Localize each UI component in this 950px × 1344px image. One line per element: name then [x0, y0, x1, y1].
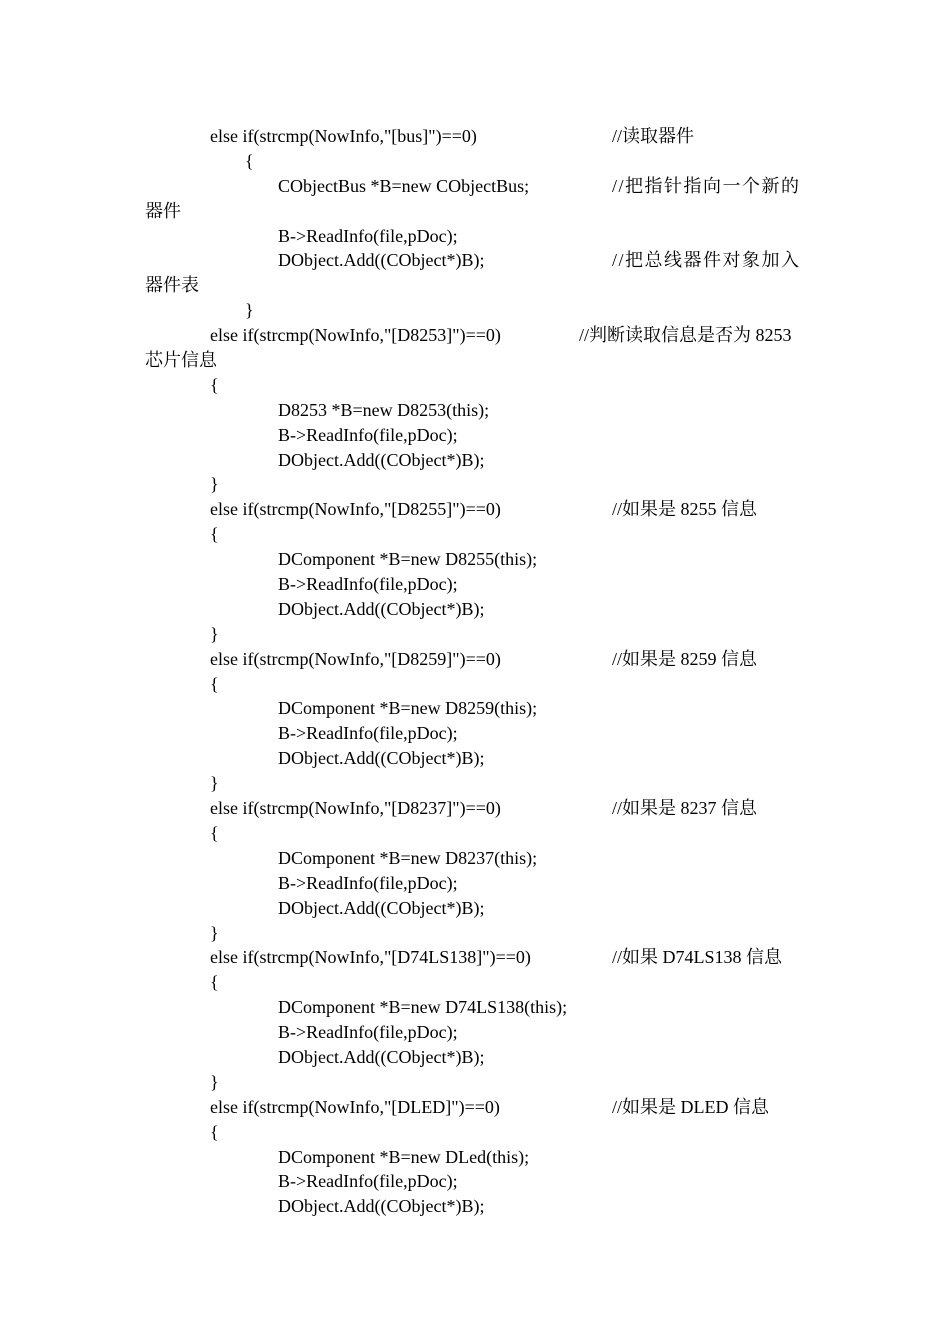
code-line — [0, 1095, 950, 1120]
code-text: DObject.Add((CObject*)B); — [278, 1046, 485, 1067]
code-text: { — [210, 673, 219, 694]
code-text: DComponent *B=new D74LS138(this); — [278, 997, 568, 1018]
code-line — [0, 423, 950, 448]
code-text: B->ReadInfo(file,pDoc); — [278, 872, 458, 893]
code-line — [0, 174, 950, 199]
code-text: else if(strcmp(NowInfo,"[bus]")==0) — [210, 126, 477, 146]
code-text: else if(strcmp(NowInfo,"[D8259]")==0) — [210, 648, 501, 669]
code-text: DComponent *B=new D8259(this); — [278, 698, 538, 719]
code-text: { — [210, 524, 219, 545]
code-line — [0, 970, 950, 995]
code-text: DObject.Add((CObject*)B); — [278, 748, 485, 769]
code-line — [0, 199, 950, 224]
code-line — [0, 448, 950, 473]
code-comment: //如果是 DLED 信息 — [612, 1096, 769, 1117]
code-line — [0, 348, 950, 373]
code-text: DObject.Add((CObject*)B); — [278, 449, 485, 470]
code-line — [0, 497, 950, 522]
code-line — [0, 721, 950, 746]
code-line — [0, 647, 950, 672]
code-text: 器件 — [145, 200, 181, 221]
code-text: } — [245, 300, 254, 321]
code-text: { — [210, 374, 219, 395]
code-text: 器件表 — [145, 275, 199, 296]
code-line — [0, 896, 950, 921]
code-line — [0, 796, 950, 821]
code-line — [0, 846, 950, 871]
code-line — [0, 1120, 950, 1145]
code-text: D8253 *B=new D8253(this); — [278, 399, 490, 420]
code-line — [0, 746, 950, 771]
code-text: { — [210, 972, 219, 993]
code-text: { — [245, 150, 254, 171]
code-line — [0, 124, 950, 149]
code-line — [0, 547, 950, 572]
code-line — [0, 373, 950, 398]
code-line — [0, 995, 950, 1020]
code-line — [0, 323, 950, 348]
code-line — [0, 771, 950, 796]
code-listing — [0, 124, 950, 1219]
code-comment: //如果是 8255 信息 — [612, 499, 758, 520]
code-text: 芯片信息 — [145, 350, 217, 371]
code-line — [0, 472, 950, 497]
code-comment: //如果是 8237 信息 — [612, 798, 758, 819]
code-line — [0, 522, 950, 547]
code-line — [0, 248, 950, 273]
code-text: } — [210, 922, 219, 943]
code-line — [0, 273, 950, 298]
code-line — [0, 1145, 950, 1170]
code-line — [0, 945, 950, 970]
code-comment: //把总线器件对象加入 — [612, 250, 801, 271]
code-text: } — [210, 623, 219, 644]
code-line — [0, 696, 950, 721]
code-text: else if(strcmp(NowInfo,"[D74LS138]")==0) — [210, 947, 531, 968]
code-comment: //读取器件 — [612, 126, 695, 146]
code-line — [0, 1070, 950, 1095]
code-text: { — [210, 1121, 219, 1142]
code-text: B->ReadInfo(file,pDoc); — [278, 1022, 458, 1043]
code-comment: //判断读取信息是否为 8253 — [579, 325, 792, 346]
code-text: } — [210, 1071, 219, 1092]
code-line — [0, 597, 950, 622]
code-text: DObject.Add((CObject*)B); — [278, 598, 485, 619]
code-text: B->ReadInfo(file,pDoc); — [278, 574, 458, 595]
code-text: { — [210, 822, 219, 843]
code-line — [0, 572, 950, 597]
code-text: } — [210, 474, 219, 495]
code-line — [0, 149, 950, 174]
code-line — [0, 1020, 950, 1045]
code-comment: //如果 D74LS138 信息 — [612, 947, 783, 968]
code-line — [0, 1169, 950, 1194]
code-text: B->ReadInfo(file,pDoc); — [278, 424, 458, 445]
code-text: DComponent *B=new DLed(this); — [278, 1146, 530, 1167]
code-text: B->ReadInfo(file,pDoc); — [278, 225, 458, 246]
code-line — [0, 821, 950, 846]
code-line — [0, 672, 950, 697]
code-line — [0, 871, 950, 896]
code-line — [0, 298, 950, 323]
code-comment: //如果是 8259 信息 — [612, 648, 758, 669]
code-text: B->ReadInfo(file,pDoc); — [278, 723, 458, 744]
code-text: DComponent *B=new D8237(this); — [278, 847, 538, 868]
code-text: else if(strcmp(NowInfo,"[DLED]")==0) — [210, 1096, 500, 1117]
code-line — [0, 921, 950, 946]
code-text: DObject.Add((CObject*)B); — [278, 897, 485, 918]
code-text: } — [210, 773, 219, 794]
code-text: else if(strcmp(NowInfo,"[D8253]")==0) — [210, 325, 501, 346]
code-text: B->ReadInfo(file,pDoc); — [278, 1171, 458, 1192]
code-text: CObjectBus *B=new CObjectBus; — [278, 175, 530, 196]
code-text: DComponent *B=new D8255(this); — [278, 549, 538, 570]
code-text: DObject.Add((CObject*)B); — [278, 1196, 485, 1217]
code-text: else if(strcmp(NowInfo,"[D8255]")==0) — [210, 499, 501, 520]
code-line — [0, 622, 950, 647]
code-text: else if(strcmp(NowInfo,"[D8237]")==0) — [210, 798, 501, 819]
code-line — [0, 398, 950, 423]
code-line — [0, 224, 950, 249]
code-text: DObject.Add((CObject*)B); — [278, 250, 485, 271]
code-line — [0, 1194, 950, 1219]
code-line — [0, 1045, 950, 1070]
code-comment: //把指针指向一个新的 — [612, 175, 801, 196]
